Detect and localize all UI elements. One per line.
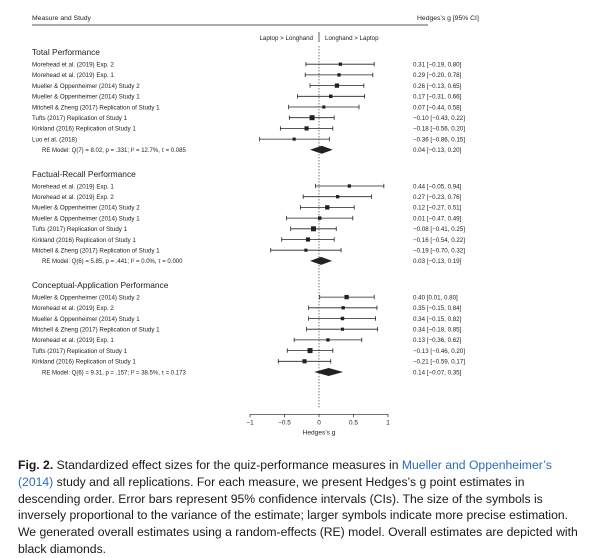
study-ci-text: −0.36 [−0.86, 0.15] [413, 136, 465, 144]
caption-text-start: Standardized effect sizes for the quiz-performance measures in [53, 458, 402, 472]
point-estimate-square [293, 138, 296, 141]
x-tick-label: 1 [386, 419, 390, 427]
point-estimate-square [304, 249, 307, 252]
point-estimate-square [344, 295, 348, 299]
study-label: Tufts (2017) Replication of Study 1 [32, 115, 128, 122]
caption-citation-link[interactable]: Mueller and Oppenheimer’s (2014) [18, 458, 552, 489]
point-estimate-square [308, 348, 313, 353]
study-label: Mueller & Oppenheimer (2014) Study 1 [32, 93, 140, 101]
study-ci-text: 0.34 [−0.15, 0.82] [413, 315, 462, 323]
point-estimate-square [302, 359, 306, 363]
re-model-ci-text: 0.04 [−0.13, 0.20] [413, 147, 462, 155]
x-tick-label: 0.5 [349, 419, 358, 427]
header-measure-and-study: Measure and Study [32, 15, 91, 22]
study-ci-text: 0.27 [−0.23, 0.76] [413, 194, 462, 201]
point-estimate-square [329, 95, 332, 98]
study-label: Morehead et al. (2019) Exp. 2 [32, 305, 114, 313]
point-estimate-square [339, 63, 342, 66]
point-estimate-square [337, 73, 340, 76]
study-ci-text: 0.29 [−0.20, 0.78] [413, 72, 462, 80]
point-estimate-square [322, 105, 325, 108]
summary-diamond [310, 146, 333, 154]
study-ci-text: 0.31 [−0.19, 0.80] [413, 61, 462, 69]
study-ci-text: 0.35 [−0.15, 0.84] [413, 305, 462, 313]
study-label: Mueller & Oppenheimer (2014) Study 2 [32, 82, 140, 90]
study-ci-text: −0.10 [−0.43, 0.22] [413, 115, 465, 122]
direction-label-right: Longhand > Laptop [325, 35, 379, 42]
group-title: Factual-Recall Performance [32, 168, 136, 179]
point-estimate-square [325, 205, 329, 209]
group-title: Conceptual-Application Performance [32, 279, 169, 290]
point-estimate-square [311, 226, 316, 231]
point-estimate-square [318, 216, 321, 219]
caption-label: Fig. 2. [18, 458, 54, 472]
study-label: Mueller & Oppenheimer (2014) Study 1 [32, 315, 140, 323]
study-label: Mueller & Oppenheimer (2014) Study 1 [32, 215, 140, 223]
study-ci-text: −0.21 [−0.59, 0.17] [413, 358, 465, 366]
point-estimate-square [341, 328, 344, 331]
re-model-label: RE Model: Q(6) = 9.31, p = .157; I² = 38.5%, τ = 0.173 [42, 370, 186, 377]
study-ci-text: −0.08 [−0.41, 0.25] [413, 226, 465, 234]
study-label: Tufts (2017) Replication of Study 1 [32, 347, 128, 355]
x-tick-label: 0 [317, 419, 321, 427]
study-label: Morehead et al. (2019) Exp. 1 [32, 183, 114, 191]
study-ci-text: −0.13 [−0.46, 0.20] [413, 347, 465, 355]
point-estimate-square [342, 306, 345, 309]
direction-label-left: Laptop > Longhand [259, 35, 313, 42]
study-ci-text: 0.12 [−0.27, 0.51] [413, 204, 462, 212]
re-model-ci-text: 0.03 [−0.13, 0.19] [413, 258, 462, 266]
study-ci-text: 0.07 [−0.44, 0.58] [413, 104, 462, 112]
caption-text-end: study and all replications. For each measure, we present Hedges’s g point estimates in descending order. Error bars represent 95% confidence intervals (CIs). The size of the symbols is inversely proportional to the variance of the estimate; larger symbols indicate more precise estimation. We generated overall estimates using a random-effects (RE) model. Overall estimates are depicted with black diamonds. [18, 474, 578, 556]
re-model-ci-text: 0.14 [−0.07, 0.35] [413, 369, 462, 377]
study-label: Kirkland (2016) Replication of Study 1 [32, 236, 136, 244]
study-label: Morehead et al. (2019) Exp. 2 [32, 194, 114, 201]
study-label: Tufts (2017) Replication of Study 1 [32, 226, 128, 234]
re-model-label: RE Model: Q(6) = 5.85, p = .441; I² = 0.0%, τ = 0.000 [42, 259, 183, 266]
point-estimate-square [310, 115, 315, 120]
study-ci-text: 0.34 [−0.18, 0.85] [413, 326, 462, 334]
study-ci-text: 0.17 [−0.31, 0.66] [413, 93, 462, 101]
study-label: Mitchell & Zheng (2017) Replication of Study 1 [32, 247, 160, 255]
study-label: Mueller & Oppenheimer (2014) Study 2 [32, 294, 140, 302]
group-title: Total Performance [32, 47, 100, 57]
study-ci-text: 0.40 [0.01, 0.80] [413, 294, 458, 302]
study-ci-text: −0.16 [−0.54, 0.22] [413, 236, 465, 244]
study-label: Luo et al. (2018) [32, 136, 78, 144]
summary-diamond [314, 368, 343, 376]
re-model-label: RE Model: Q(7) = 8.02, p = .331; I² = 12.7%, τ = 0.085 [42, 148, 186, 155]
point-estimate-square [306, 237, 310, 241]
point-estimate-square [326, 338, 329, 341]
study-ci-text: 0.01 [−0.47, 0.49] [413, 215, 462, 223]
figure-caption [18, 457, 584, 558]
point-estimate-square [305, 126, 309, 130]
study-ci-text: −0.19 [−0.70, 0.32] [413, 247, 465, 255]
point-estimate-square [336, 195, 339, 198]
point-estimate-square [335, 83, 339, 87]
study-label: Morehead et al. (2019) Exp. 1 [32, 72, 114, 80]
point-estimate-square [348, 184, 351, 187]
study-ci-text: 0.13 [−0.36, 0.62] [413, 337, 462, 345]
study-label: Mitchell & Zheng (2017) Replication of Study 1 [32, 326, 160, 334]
x-axis-label: Hedges’s g [302, 429, 336, 437]
study-label: Kirkland (2016) Replication of Study 1 [32, 125, 136, 133]
study-label: Morehead et al. (2019) Exp. 1 [32, 337, 114, 345]
study-ci-text: 0.44 [−0.05, 0.94] [413, 183, 462, 191]
header-hedges-g-ci: Hedges’s g [95% CI] [417, 15, 479, 22]
point-estimate-square [341, 317, 344, 320]
study-ci-text: −0.18 [−0.56, 0.20] [413, 125, 465, 133]
study-label: Mitchell & Zheng (2017) Replication of Study 1 [32, 104, 160, 112]
study-ci-text: 0.26 [−0.13, 0.65] [413, 82, 462, 90]
x-tick-label: −1 [246, 419, 254, 427]
study-label: Kirkland (2016) Replication of Study 1 [32, 358, 136, 366]
x-tick-label: −0.5 [278, 419, 291, 427]
study-label: Mueller & Oppenheimer (2014) Study 2 [32, 204, 140, 212]
summary-diamond [310, 257, 332, 265]
study-label: Morehead et al. (2019) Exp. 2 [32, 61, 114, 69]
